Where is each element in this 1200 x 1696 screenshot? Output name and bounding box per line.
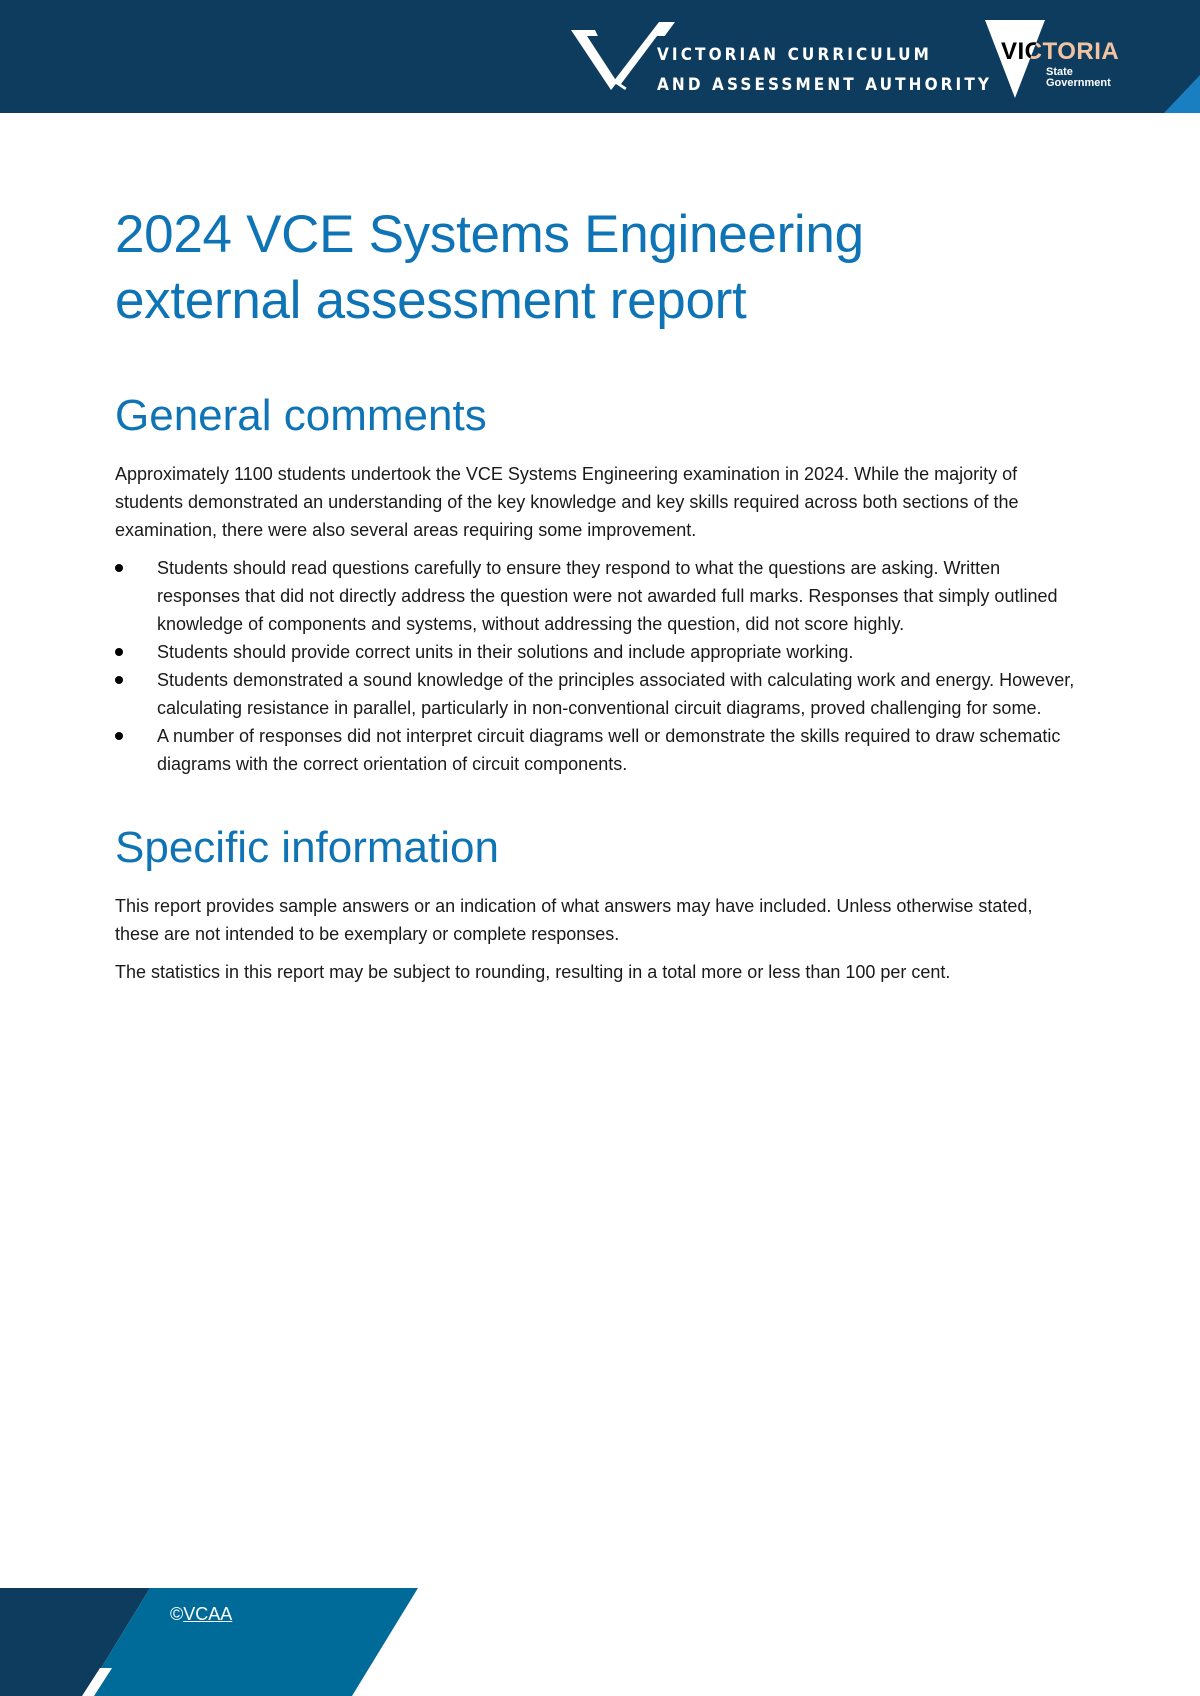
general-comments-heading: General comments	[115, 391, 487, 440]
victoria-wordmark	[1001, 38, 1119, 66]
bullet-icon	[115, 648, 123, 656]
vic-sub-government: Government	[1046, 77, 1111, 89]
vic-sub-state: State	[1046, 66, 1073, 78]
list-item-text: Students demonstrated a sound knowledge of the principles associated with calculating work and energy. However, calculating resistance in parallel, particularly in non-conventional circuit diagrams, proved challenging for some.	[157, 670, 1075, 718]
list-item-text: A number of responses did not interpret circuit diagrams well or demonstrate the skills required to draw schematic diagrams with the correct orientation of circuit components.	[157, 726, 1061, 774]
vcaa-link[interactable]: VCAA	[183, 1604, 233, 1624]
general-comments-list	[115, 554, 1075, 778]
header-corner-accent	[1164, 75, 1200, 113]
general-intro-paragraph: Approximately 1100 students undertook the VCE Systems Engineering examination in 2024. While the majority of students demonstrated an understanding of the key knowledge and key skills required across both sections of the examination, there were also several areas requiring some improvement.	[115, 464, 1019, 540]
report-body	[115, 202, 1075, 986]
specific-information-heading: Specific information	[115, 823, 499, 872]
copyright-symbol: ©	[170, 1604, 184, 1624]
victoria-word: VICTORIA	[1001, 38, 1120, 65]
vcaa-wordmark	[657, 40, 992, 100]
list-item-text: Students should provide correct units in their solutions and include appropriate working.	[157, 642, 854, 662]
list-item	[115, 638, 1075, 666]
state-government-label	[1046, 67, 1111, 89]
bullet-icon	[115, 676, 123, 684]
bullet-icon	[115, 732, 123, 740]
specific-paragraph-2: The statistics in this report may be subject to rounding, resulting in a total more or less than 100 per cent.	[115, 962, 951, 982]
list-item-text: Students should read questions carefully to ensure they respond to what the questions are asking. Written responses that did not directly address the question were not awarded full marks. Responses that simply outlined knowledge of components and systems, without addressing the question, did not score highly.	[157, 558, 1058, 634]
report-title-line-2: external assessment report	[115, 271, 747, 330]
report-title-line-1: 2024 VCE Systems Engineering	[115, 205, 864, 264]
list-item	[115, 666, 1075, 722]
report-title	[115, 202, 1075, 334]
footer-copyright	[170, 1604, 232, 1625]
vcaa-line-2: AND ASSESSMENT AUTHORITY	[657, 75, 993, 95]
bullet-icon	[115, 564, 123, 572]
list-item	[115, 554, 1075, 638]
specific-paragraph-1: This report provides sample answers or an indication of what answers may have included. Unless otherwise stated, these are not intended to be exemplary or complete responses.	[115, 896, 1033, 944]
list-item	[115, 722, 1075, 778]
vcaa-line-1: VICTORIAN CURRICULUM	[657, 45, 932, 65]
